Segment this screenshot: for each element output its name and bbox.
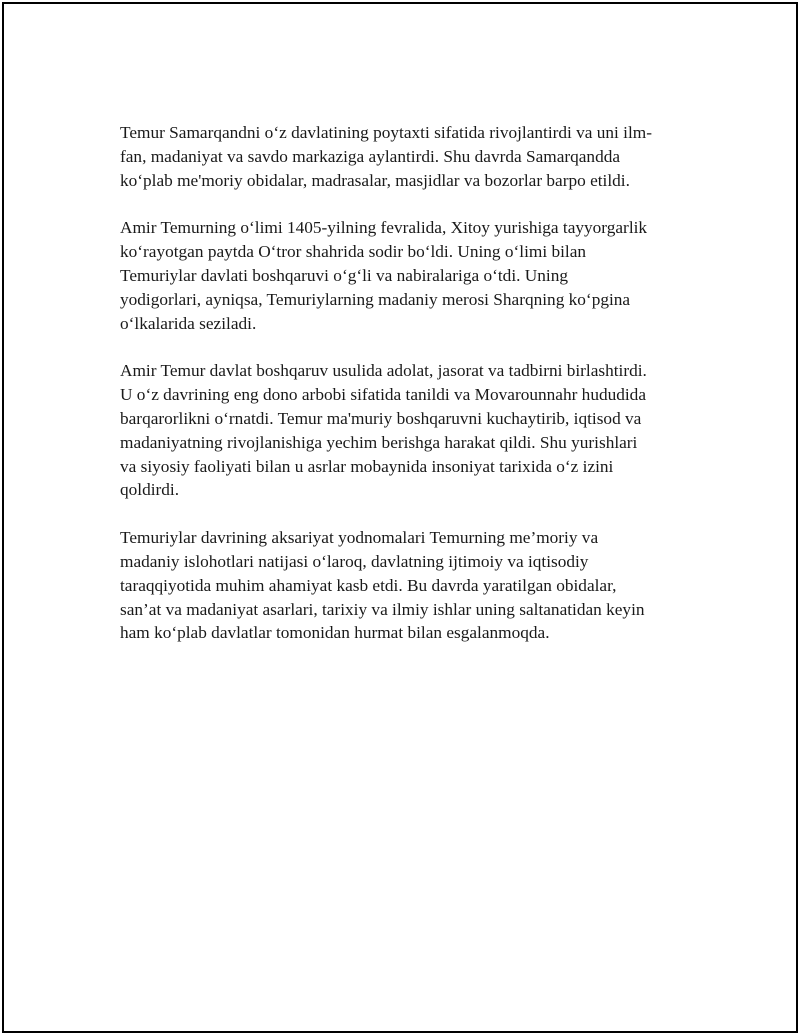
text-line: taraqqiyotida muhim ahamiyat kasb etdi. Bu davrda yaratilgan obidalar,: [120, 575, 617, 595]
text-line: ko‘rayotgan paytda O‘tror shahrida sodir bo‘ldi. Uning o‘limi bilan: [120, 242, 587, 262]
document-body: [120, 121, 700, 669]
paragraph-3: [120, 359, 700, 502]
text-line: yodigorlari, ayniqsa, Temuriylarning madaniy merosi Sharqning ko‘pgina: [120, 289, 631, 309]
text-line: Amir Temur davlat boshqaruv usulida adolat, jasorat va tadbirni birlashtirdi.: [120, 361, 647, 381]
text-line: ko‘plab me'moriy obidalar, madrasalar, masjidlar va bozorlar barpo etildi.: [120, 170, 630, 190]
text-line: Amir Temurning o‘limi 1405-yilning fevralida, Xitoy yurishiga tayyorgarlik: [120, 218, 648, 238]
text-line: qoldirdi.: [120, 480, 180, 500]
text-line: o‘lkalarida seziladi.: [120, 313, 257, 333]
paragraph-2: [120, 216, 700, 335]
text-line: barqarorlikni o‘rnatdi. Temur ma'muriy boshqaruvni kuchaytirib, iqtisod va: [120, 408, 642, 428]
text-line: Temur Samarqandni o‘z davlatining poytaxti sifatida rivojlantirdi va uni ilm-: [120, 123, 652, 142]
paragraph-4: [120, 526, 700, 645]
text-line: madaniy islohotlari natijasi o‘laroq, davlatning ijtimoiy va iqtisodiy: [120, 551, 589, 571]
text-line: U o‘z davrining eng dono arbobi sifatida tanildi va Movarounnahr hududida: [120, 385, 646, 405]
text-line: va siyosiy faoliyati bilan u asrlar mobaynida insoniyat tarixida o‘z izini: [120, 456, 614, 476]
text-line: Temuriylar davlati boshqaruvi o‘g‘li va nabiralariga o‘tdi. Uning: [120, 265, 568, 285]
paragraph-1: [120, 121, 700, 192]
text-line: san’at va madaniyat asarlari, tarixiy va ilmiy ishlar uning saltanatidan keyin: [120, 599, 645, 619]
text-line: ham ko‘plab davlatlar tomonidan hurmat bilan esgalanmoqda.: [120, 623, 550, 643]
text-line: madaniyatning rivojlanishiga yechim berishga harakat qildi. Shu yurishlari: [120, 432, 638, 452]
page-frame: [2, 2, 798, 1033]
text-line: fan, madaniyat va savdo markaziga aylantirdi. Shu davrda Samarqandda: [120, 146, 621, 166]
text-line: Temuriylar davrining aksariyat yodnomalari Temurning me’moriy va: [120, 528, 599, 548]
